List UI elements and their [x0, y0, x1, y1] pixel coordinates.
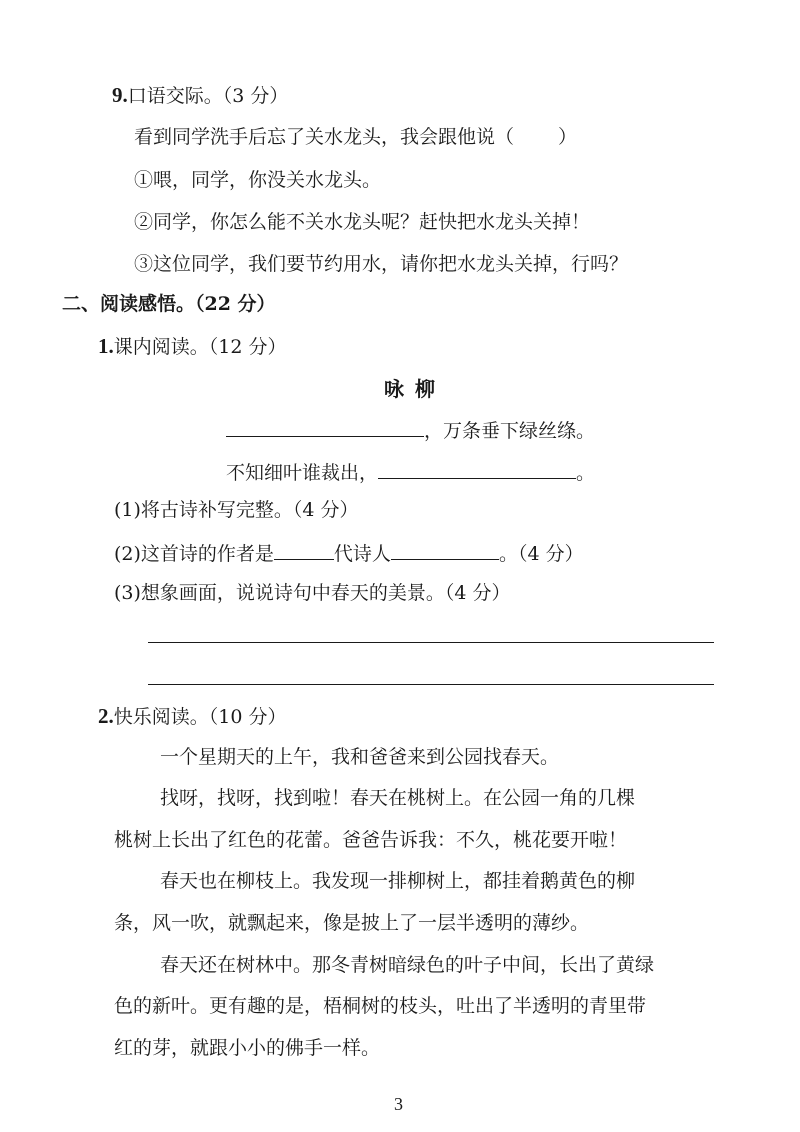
page-number: 3: [394, 1094, 403, 1114]
passage-line: 色的新叶。更有趣的是，梧桐树的枝头，吐出了半透明的青里带: [114, 995, 647, 1017]
reading1-title-text: 课内阅读。（12 分）: [113, 336, 287, 358]
poem-line-2: [226, 458, 595, 486]
poem-title: 咏 柳: [384, 377, 437, 401]
q9-option-2: ②同学，你怎么能不关水龙头呢？赶快把水龙头关掉！: [134, 211, 591, 233]
poem-line1-blank[interactable]: [226, 416, 424, 437]
q9-prompt-text: 看到同学洗手后忘了关水龙头，我会跟他说（: [134, 126, 515, 148]
passage-line: 条，风一吹，就飘起来，像是披上了一层半透明的薄纱。: [114, 912, 590, 934]
reading1-number: 1.: [98, 334, 114, 358]
subq2-dynasty-blank[interactable]: [274, 539, 334, 560]
subq2-text-b: 代诗人: [333, 543, 391, 565]
reading2-title-text: 快乐阅读。（10 分）: [113, 706, 287, 728]
poem-line-1: [226, 416, 595, 444]
q9-title-text: 口语交际。（3 分）: [127, 85, 289, 107]
q9-option-1: ①喂，同学，你没关水龙头。: [134, 169, 382, 191]
reading2-number: 2.: [98, 704, 114, 728]
poem-line2-blank[interactable]: [378, 458, 576, 479]
q9-number: 9.: [112, 83, 128, 107]
passage-line: 红的芽，就跟小小的佛手一样。: [114, 1037, 381, 1059]
q9-prompt: [134, 124, 577, 150]
q9-prompt-close: ）: [558, 126, 578, 148]
reading1-subq3: (3)想象画面，说说诗句中春天的美景。（4 分）: [114, 582, 511, 604]
q9-option-3: ③这位同学，我们要节约用水，请你把水龙头关掉，行吗？: [134, 253, 629, 275]
poem-line2-end: 。: [576, 462, 596, 484]
passage-line: 找呀，找呀，找到啦！春天在桃树上。在公园一角的几棵: [160, 787, 636, 809]
passage-line: 一个星期天的上午，我和爸爸来到公园找春天。: [160, 746, 560, 768]
subq2-text-a: (2)这首诗的作者是: [114, 543, 274, 565]
passage-line: 桃树上长出了红色的花蕾。爸爸告诉我：不久，桃花要开啦！: [114, 829, 628, 851]
answer-line-1[interactable]: [148, 642, 714, 643]
section2-heading: 二、阅读感悟。（22 分）: [62, 293, 276, 315]
subq2-poet-blank[interactable]: [391, 539, 499, 560]
passage-line: 春天也在柳枝上。我发现一排柳树上，都挂着鹅黄色的柳: [160, 870, 636, 892]
subq2-text-c: 。（4 分）: [498, 543, 584, 565]
reading2-title: [98, 703, 286, 730]
answer-line-2[interactable]: [148, 684, 714, 685]
reading1-subq1: (1)将古诗补写完整。（4 分）: [114, 499, 359, 521]
poem-line1-text: ，万条垂下绿丝绦。: [424, 420, 596, 442]
reading1-subq2: [114, 539, 584, 567]
passage-line: 春天还在树林中。那冬青树暗绿色的叶子中间，长出了黄绿: [160, 954, 655, 976]
poem-line2-text: 不知细叶谁裁出，: [226, 462, 379, 484]
q9-title: [112, 82, 288, 109]
reading1-title: [98, 333, 286, 360]
